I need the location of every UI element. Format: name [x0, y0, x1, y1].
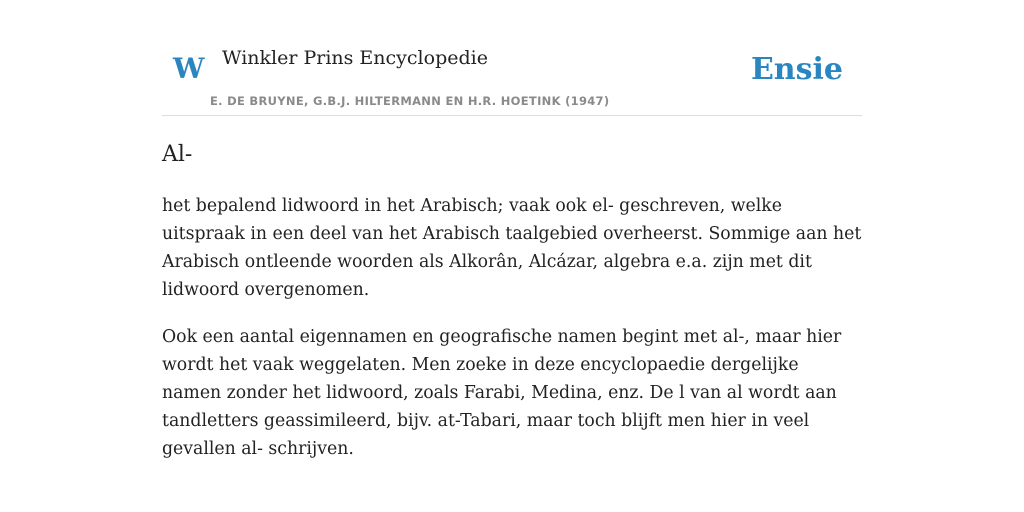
- encyclopedia-logo[interactable]: W: [173, 52, 205, 85]
- encyclopedia-title[interactable]: Winkler Prins Encyclopedie: [222, 47, 488, 69]
- entry-paragraph: Ook een aantal eigennamen en geografische namen begint met al-, maar hier wordt het vaak weggelaten. Men zoeke in deze encyclopaedie dergelijke namen zonder het lidwoord, zoals Farabi, Medina, enz. De l van al wordt aan tandletters geassimileerd, bijv. at-Tabari, maar toch blijft men hier in veel gevallen al- schrijven.: [162, 327, 842, 459]
- entry-title: Al-: [162, 142, 193, 167]
- encyclopedia-header: [162, 0, 862, 116]
- entry-paragraph: het bepalend lidwoord in het Arabisch; vaak ook el- geschreven, welke uitspraak in een deel van het Arabisch taalgebied overheerst. Sommige aan het Arabisch ontleende woorden als Alkorân, Alcázar, algebra e.a. zijn met dit lidwoord overgenomen.: [162, 196, 862, 300]
- page-content: [162, 0, 862, 459]
- encyclopedia-authors: E. DE BRUYNE, G.B.J. HILTERMANN EN H.R. HOETINK (1947): [210, 94, 610, 108]
- ensie-logo-link[interactable]: Ensie: [750, 52, 843, 87]
